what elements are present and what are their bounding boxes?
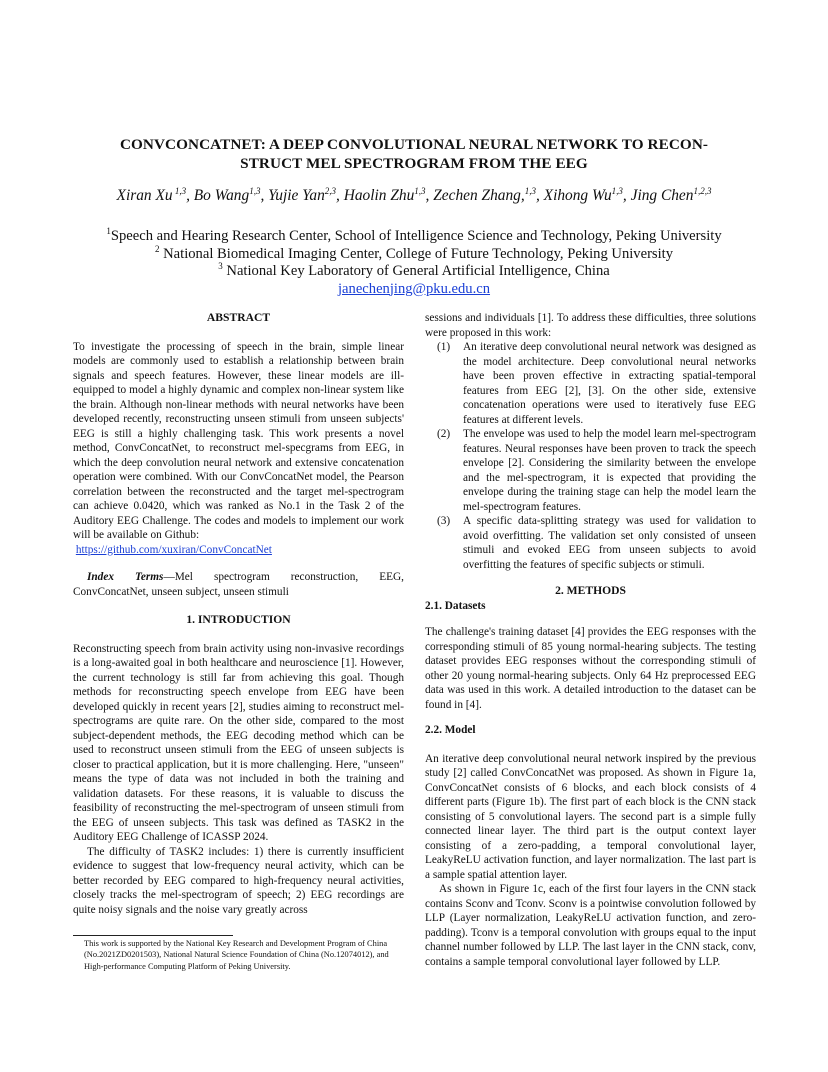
solution-item xyxy=(425,514,756,572)
affiliation xyxy=(60,263,768,281)
model-paragraph-2: As shown in Figure 1c, each of the first four layers in the CNN stack contains Sconv and Tconv. Sconv is a pointwise convolution followed by LLP (Layer normalization, LeakyReLU activation function, and zero-padding). Tconv is a temporal convolution with groups equal to the input channel number followed by LLP. The last layer in the CNN stack, conv, contains a sample temporal convolutional layer followed by LLP. xyxy=(425,883,756,968)
author-name: Bo Wang xyxy=(193,187,250,204)
introduction-heading: 1. INTRODUCTION xyxy=(186,613,291,626)
abstract-heading: ABSTRACT xyxy=(206,311,271,324)
model-heading: 2.2. Model xyxy=(425,724,476,736)
solution-text: A specific data-splitting strategy was used for validation to avoid overfitting. The validation set only consisted of unseen stimuli and evoked EEG from unseen subjects to avoid overfitting the features of specific subjects or stimuli. xyxy=(463,515,756,571)
email-link[interactable]: janechenjing@pku.edu.cn xyxy=(337,280,491,297)
affiliation-mark: 1 xyxy=(106,226,111,236)
solution-text: The envelope was used to help the model learn mel-spectrogram features. Neural responses have been proven to track the speech envelope [2]. Considering the similarity between the envelope and the mel-spectrogram, it is expected that providing the envelope during the training stage can help the model learn the mel-spectrogram features. xyxy=(463,428,756,513)
methods-heading: 2. METHODS xyxy=(555,584,626,597)
datasets-body: The challenge's training dataset [4] provides the EEG responses with the corresponding stimuli of 85 young normal-hearing subjects. The testing dataset provides EEG responses without the corresponding stimuli of other 20 young normal-hearing subjects. Only 64 Hz preprocessed EEG data was used in this work. A detailed introduction to the dataset can be found in [4]. xyxy=(425,626,756,711)
affiliation-text: Speech and Hearing Research Center, School of Intelligence Science and Technology, Peking University xyxy=(110,228,722,244)
author-affiliation-mark: 1,2,3 xyxy=(693,186,712,196)
solution-number: (1) xyxy=(437,341,451,353)
affiliation-text: National Biomedical Imaging Center, College of Future Technology, Peking University xyxy=(159,245,674,262)
right-column xyxy=(425,311,756,969)
index-terms-text: —Mel spectrogram reconstruction, EEG, ConvConcatNet, unseen subject, unseen stimuli xyxy=(73,571,404,598)
author-affiliation-mark: 2,3 xyxy=(324,186,337,196)
affiliation xyxy=(60,243,768,264)
affiliation-text: National Key Laboratory of General Artificial Intelligence, China xyxy=(222,263,610,279)
solution-number: (3) xyxy=(437,515,451,527)
author-affiliation-mark: 1,3 xyxy=(524,186,536,196)
affiliation-mark: 3 xyxy=(218,261,223,271)
title-line-1: CONVCONCATNET: A DEEP CONVOLUTIONAL NEURAL NETWORK TO RECON- xyxy=(119,136,709,153)
model-paragraph-1: An iterative deep convolutional neural network inspired by the previous study [2] called ConvConcatNet was proposed. As shown in Figure 1a, ConvConcatNet consists of 6 blocks, and each block consists of 4 different parts (Figure 1b). The first part of each block is the CNN stack consisting of 5 convolutional layers. The second part is a simple fully connected linear layer. The third part is the output context layer consisting of a zero-padding, a temporal convolutional layer, LeakyReLU activation function, and layer normalization. The last part is a sample spatial attention layer. xyxy=(425,752,756,881)
author-name: Zechen Zhang, xyxy=(433,187,525,204)
author-name: Haolin Zhu xyxy=(343,187,415,204)
affiliation xyxy=(60,228,768,246)
index-terms xyxy=(73,570,404,599)
author-affiliation-mark: 1,3 xyxy=(414,186,426,196)
affiliation-mark: 2 xyxy=(154,243,160,254)
author-name: Jing Chen xyxy=(630,187,694,204)
intro-continuation: sessions and individuals [1]. To address these difficulties, three solutions were proposed in this work: xyxy=(425,312,756,339)
paper-title xyxy=(72,135,756,173)
affiliation-list xyxy=(60,228,768,298)
author-list: Xiran Xu $^{1,3}$, Bo Wang$^{1,3}$, Yujie Yan$^{2,3}$, Haolin Zhu$^{1,3}$, Zechen Zhang,$^{1,3}$, Xihong Wu$^{1,3}$, Jing Chen$^{1,2,3}$ xyxy=(116,186,712,204)
author-affiliation-mark: 1,3 xyxy=(249,186,261,196)
title-line-2: STRUCT MEL SPECTROGRAM FROM THE EEG xyxy=(240,155,588,172)
footnote-divider xyxy=(73,935,233,936)
solution-item xyxy=(425,340,756,427)
datasets-heading: 2.1. Datasets xyxy=(425,599,486,612)
introduction-paragraph-1: Reconstructing speech from brain activity using non-invasive recordings is a long-awaited goal in both healthcare and neuroscience [1]. However, the current technology is still far from achieving this goal. Though methods for reconstructing speech envelope from EEG have been developed quickly in recent years [2], studies aiming to reconstruct mel-spectrograms are quite rare. On the other side, compared to the most subject-dependent methods, the EEG decoding method which can be used to reconstruct unseen stimuli from the EEG of unseen subjects is closer to practical application, but it is more challenging. Here, "unseen" means the type of data was not included in both the training and validation datasets. For these reasons, it is valuable to discuss the feasibility of reconstructing the mel-spectrogram of unseen stimuli from the EEG of unseen subjects. This task was defined as TASK2 in the Auditory EEG Challenge of ICASSP 2024. xyxy=(73,642,404,843)
funding-footnote: This work is supported by the National Key Research and Development Program of China (No.2021ZD0201503), National Natural Science Foundation of China (No.12074012), and High-performance Computing Platform of Peking University. xyxy=(84,939,389,971)
author-affiliation-mark: 1,3 xyxy=(611,186,623,196)
author-name: Yujie Yan xyxy=(268,187,325,204)
index-terms-label: Index Terms xyxy=(87,571,164,583)
left-column xyxy=(73,311,404,917)
solution-item xyxy=(425,427,756,514)
solution-text: An iterative deep convolutional neural network was designed as the model architecture. Deep convolutional neural networks have been proven effective in extracting spatial-temporal features from EEG [2], [3]. On the other side, extensive concatenation operations were used to iteratively fuse EEG features at different levels. xyxy=(463,341,756,426)
introduction-paragraph-2: The difficulty of TASK2 includes: 1) there is currently insufficient evidence to suggest that low-frequency neural activity, which can be better recorded by EEG compared to high-frequency neural activities, closely tracks the mel-spectrogram of speech; 2) EEG recordings are quite noisy signals and the noise vary greatly across xyxy=(73,845,404,916)
email-line xyxy=(60,281,768,299)
author-affiliation-mark: 1,3 xyxy=(172,186,187,196)
github-link[interactable]: https://github.com/xuxiran/ConvConcatNet xyxy=(75,543,272,556)
author-name: Xihong Wu xyxy=(543,187,612,204)
solution-number: (2) xyxy=(437,428,451,440)
author-name: Xiran Xu xyxy=(116,187,173,204)
abstract-body: To investigate the processing of speech in the brain, simple linear models are commonly used to establish a relationship between brain signals and speech features. However, these linear models are ill-equipped to model a highly dynamic and complex non-linear system like the brain. Although non-linear methods with neural networks have been developed recently, reconstructing unseen stimuli from unseen subjects' EEG is still a highly challenging task. This work presents a novel method, ConvConcatNet, to reconstruct mel-specgrams from EEG, in which the deep convolution neural network and extensive concatenation operation were combined. With our ConvConcatNet model, the Pearson correlation between the reconstructed and the target mel-spectrogram can achieve 0.0420, which was ranked as No.1 in the Task 2 of the Auditory EEG Challenge. The codes and models to implement our work will be available on Github: xyxy=(73,340,404,541)
